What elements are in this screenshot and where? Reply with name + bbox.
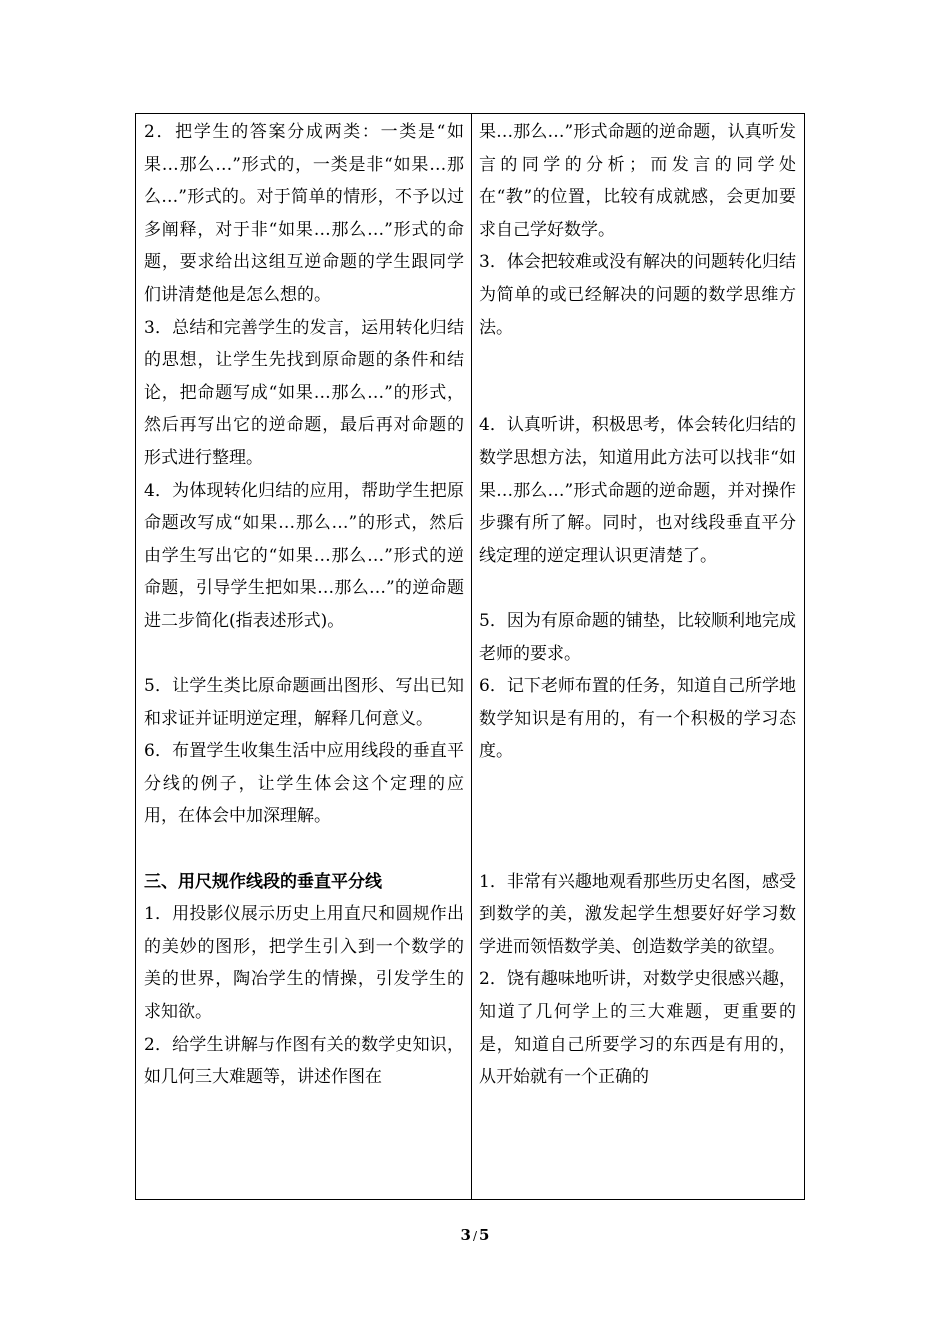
spacer: [144, 833, 464, 866]
page-separator: /: [472, 1229, 478, 1243]
spacer: [479, 344, 796, 409]
left-paragraph-3: 3．总结和完善学生的发言，运用转化归结的思想，让学生先找到原命题的条件和结论，把命题写成“如果…那么…”的形式，然后再写出它的逆命题，最后再对命题的形式进行整理。: [144, 317, 464, 468]
right-section3-paragraph-2: 2．饶有趣味地听讲，对数学史很感兴趣，知道了几何学上的三大难题，更重要的是，知道自己所要学习的东西是有用的，从开始就有一个正确的: [479, 969, 796, 1088]
spacer: [479, 833, 796, 866]
left-section3-paragraph-1: 1．用投影仪展示历史上用直尺和圆规作出的美妙的图形，把学生引入到一个数学的美的世界，陶冶学生的情操，引发学生的求知欲。: [144, 904, 464, 1023]
left-paragraph-4: 4．为体现转化归结的应用，帮助学生把原命题改写成“如果…那么…”的形式，然后由学生写出它的“如果…那么…”形式的逆命题，引导学生把如果…那么…”的逆命题进二步简化(指表述形式)。: [144, 480, 464, 631]
current-page: 3: [460, 1226, 471, 1244]
right-paragraph-2-continued: 果…那么…”形式命题的逆命题，认真听发言的同学的分析；而发言的同学处在“教”的位置，比较有成就感，会更加要求自己学好数学。: [479, 122, 796, 240]
spacer: [479, 768, 796, 833]
left-paragraph-6: 6．布置学生收集生活中应用线段的垂直平分线的例子，让学生体会这个定理的应用，在体会中加深理解。: [144, 741, 464, 827]
right-section3-paragraph-1: 1．非常有兴趣地观看那些历史名图，感受到数学的美，激发起学生想要好好学习数学进而领悟数学美、创造数学美的欲望。: [479, 871, 796, 957]
right-paragraph-3: 3．体会把较难或没有解决的问题转化归结为简单的或已经解决的问题的数学思维方法。: [479, 252, 796, 338]
left-paragraph-5: 5．让学生类比原命题画出图形、写出已知和求证并证明逆定理，解释几何意义。: [144, 676, 464, 729]
page-number: [0, 1226, 950, 1244]
total-pages: 5: [479, 1226, 490, 1244]
student-activity-column: [472, 114, 804, 1199]
teacher-activity-column: [136, 114, 472, 1199]
right-paragraph-5: 5．因为有原命题的铺垫，比较顺利地完成老师的要求。: [479, 610, 796, 664]
right-paragraph-6: 6．记下老师布置的任务，知道自己所学地数学知识是有用的，有一个积极的学习态度。: [479, 676, 796, 762]
lesson-table: [135, 113, 805, 1200]
left-section3-paragraph-2: 2．给学生讲解与作图有关的数学史知识，如几何三大难题等，讲述作图在: [144, 1034, 464, 1088]
section-3-heading: 三、用尺规作线段的垂直平分线: [144, 871, 382, 892]
spacer: [144, 638, 464, 671]
spacer: [479, 572, 796, 605]
left-paragraph-2: 2．把学生的答案分成两类：一类是“如果…那么…”形式的，一类是非“如果…那么…”形式的。对于简单的情形，不予以过多阐释，对于非“如果…那么…”形式的命题，要求给出这组互逆命题的学生跟同学们讲清楚他是怎么想的。: [144, 122, 464, 305]
right-paragraph-4: 4．认真听讲，积极思考，体会转化归结的数学思想方法，知道用此方法可以找非“如果…那么…”形式命题的逆命题，并对操作步骤有所了解。同时，也对线段垂直平分线定理的逆定理认识更清楚了。: [479, 415, 796, 566]
